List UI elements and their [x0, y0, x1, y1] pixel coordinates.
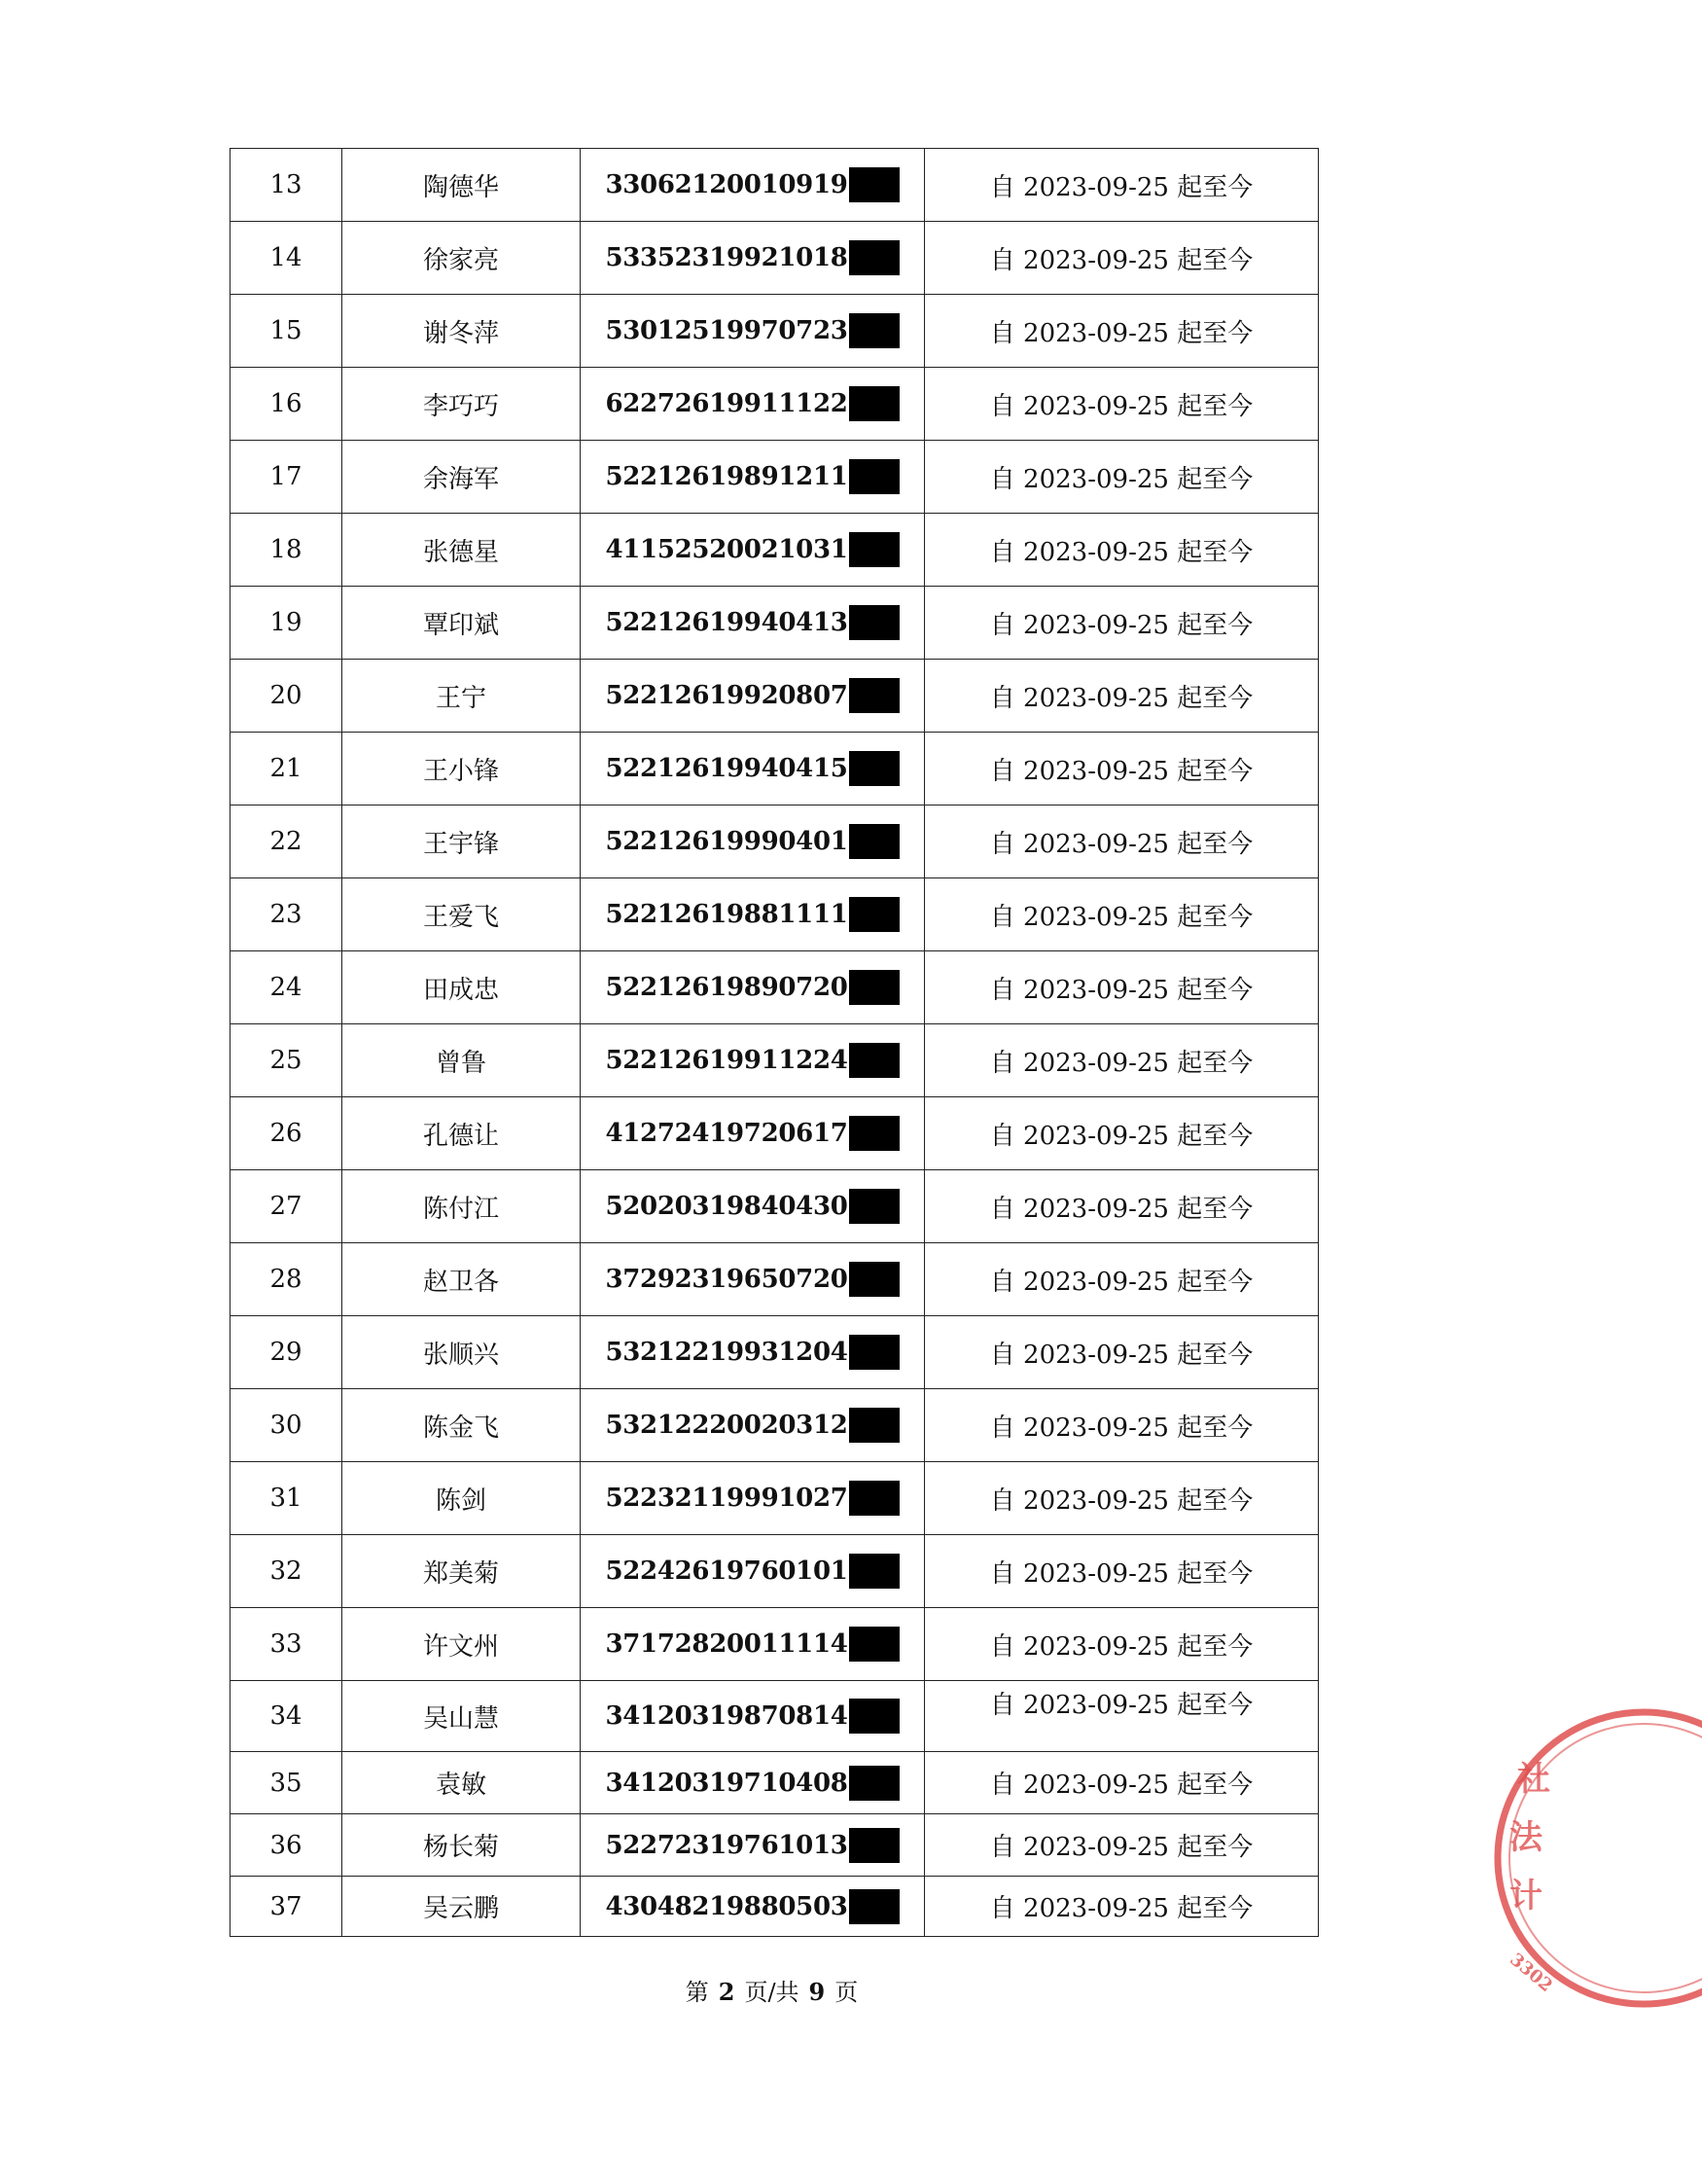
- id-number-wrapper: [605, 313, 899, 348]
- id-number-visible-digits: 33062120010919: [605, 170, 848, 199]
- id-number-visible-digits: 52212619911224: [605, 1046, 848, 1075]
- row-number: 30: [230, 1389, 342, 1462]
- id-number-wrapper: [605, 970, 899, 1005]
- redaction-block: [849, 1262, 900, 1297]
- id-number-cell: [581, 368, 925, 441]
- employment-period: 自 2023-09-25 起至今: [925, 1389, 1319, 1462]
- id-number-visible-digits: 52232119991027: [605, 1484, 848, 1513]
- person-name: 陶德华: [342, 149, 581, 222]
- id-number-cell: [581, 1462, 925, 1535]
- redaction-block: [849, 1116, 900, 1151]
- footer-suffix: 页: [834, 1979, 859, 2006]
- table-row: [230, 1097, 1319, 1170]
- id-number-cell: [581, 587, 925, 660]
- row-number: 23: [230, 878, 342, 951]
- person-name: 张顺兴: [342, 1316, 581, 1389]
- id-number-visible-digits: 53212219931204: [605, 1338, 848, 1367]
- id-number-cell: [581, 1389, 925, 1462]
- id-number-wrapper: [605, 1189, 899, 1224]
- employment-period: 自 2023-09-25 起至今: [925, 514, 1319, 587]
- redaction-block: [849, 532, 900, 567]
- id-number-wrapper: [605, 532, 899, 567]
- employment-period: 自 2023-09-25 起至今: [925, 295, 1319, 368]
- row-number: 28: [230, 1243, 342, 1316]
- id-number-visible-digits: 52020319840430: [605, 1192, 848, 1221]
- employment-period: 自 2023-09-25 起至今: [925, 1243, 1319, 1316]
- person-name: 郑美菊: [342, 1535, 581, 1608]
- table-row: [230, 1752, 1319, 1814]
- person-name: 田成忠: [342, 951, 581, 1024]
- person-name: 曾鲁: [342, 1024, 581, 1097]
- footer-middle: 页/共: [744, 1979, 799, 2006]
- row-number: 20: [230, 660, 342, 733]
- person-name: 张德星: [342, 514, 581, 587]
- employment-period: 自 2023-09-25 起至今: [925, 1752, 1319, 1814]
- table-row: [230, 1535, 1319, 1608]
- row-number: 32: [230, 1535, 342, 1608]
- person-name: 许文州: [342, 1608, 581, 1681]
- employment-period: 自 2023-09-25 起至今: [925, 222, 1319, 295]
- person-name: 吴云鹏: [342, 1877, 581, 1937]
- person-name: 孔德让: [342, 1097, 581, 1170]
- person-name: 袁敏: [342, 1752, 581, 1814]
- employment-period: 自 2023-09-25 起至今: [925, 733, 1319, 806]
- redaction-block: [849, 386, 900, 421]
- id-number-cell: [581, 1608, 925, 1681]
- redaction-block: [849, 1335, 900, 1370]
- row-number: 36: [230, 1814, 342, 1877]
- table-row: [230, 951, 1319, 1024]
- id-number-visible-digits: 41152520021031: [605, 535, 848, 564]
- person-name: 陈付江: [342, 1170, 581, 1243]
- table-row: [230, 587, 1319, 660]
- row-number: 29: [230, 1316, 342, 1389]
- id-number-cell: [581, 1535, 925, 1608]
- person-name: 杨长菊: [342, 1814, 581, 1877]
- table-body: [230, 149, 1319, 1937]
- table-row: [230, 1316, 1319, 1389]
- id-number-visible-digits: 34120319710408: [605, 1768, 848, 1798]
- table-row: [230, 1681, 1319, 1752]
- id-number-visible-digits: 34120319870814: [605, 1701, 848, 1731]
- row-number: 18: [230, 514, 342, 587]
- id-number-visible-digits: 52272319761013: [605, 1830, 848, 1860]
- id-number-wrapper: [605, 1828, 899, 1863]
- table-row: [230, 1877, 1319, 1937]
- id-number-wrapper: [605, 1335, 899, 1370]
- person-name: 陈金飞: [342, 1389, 581, 1462]
- employment-period: 自 2023-09-25 起至今: [925, 1681, 1319, 1752]
- footer-prefix: 第: [685, 1979, 709, 2006]
- table-row: [230, 222, 1319, 295]
- svg-text:法: 法: [1509, 1818, 1542, 1857]
- employment-period: 自 2023-09-25 起至今: [925, 1877, 1319, 1937]
- svg-text:社: 社: [1517, 1760, 1550, 1799]
- table-row: [230, 1608, 1319, 1681]
- redaction-block: [849, 678, 900, 713]
- id-number-wrapper: [605, 459, 899, 494]
- redaction-block: [849, 1889, 900, 1924]
- official-seal-stamp: [1488, 1712, 1702, 2023]
- redaction-block: [849, 970, 900, 1005]
- id-number-cell: [581, 1316, 925, 1389]
- employment-period: 自 2023-09-25 起至今: [925, 878, 1319, 951]
- id-number-wrapper: [605, 1408, 899, 1443]
- id-number-cell: [581, 149, 925, 222]
- row-number: 15: [230, 295, 342, 368]
- row-number: 25: [230, 1024, 342, 1097]
- id-number-cell: [581, 951, 925, 1024]
- employment-period: 自 2023-09-25 起至今: [925, 1170, 1319, 1243]
- row-number: 34: [230, 1681, 342, 1752]
- id-number-visible-digits: 52212619920807: [605, 681, 848, 710]
- id-number-visible-digits: 52212619890720: [605, 973, 848, 1002]
- row-number: 17: [230, 441, 342, 514]
- table-row: [230, 1170, 1319, 1243]
- id-number-visible-digits: 62272619911122: [605, 389, 848, 418]
- table-row: [230, 1024, 1319, 1097]
- id-number-cell: [581, 514, 925, 587]
- id-number-wrapper: [605, 167, 899, 202]
- redaction-block: [849, 824, 900, 859]
- person-name: 陈剑: [342, 1462, 581, 1535]
- id-number-wrapper: [605, 1699, 899, 1734]
- person-name: 王宁: [342, 660, 581, 733]
- table-row: [230, 733, 1319, 806]
- table-row: [230, 660, 1319, 733]
- id-number-visible-digits: 53212220020312: [605, 1411, 848, 1440]
- id-number-cell: [581, 660, 925, 733]
- redaction-block: [849, 897, 900, 932]
- table-row: [230, 514, 1319, 587]
- employment-period: 自 2023-09-25 起至今: [925, 951, 1319, 1024]
- id-number-cell: [581, 1243, 925, 1316]
- id-number-wrapper: [605, 1262, 899, 1297]
- employment-period: 自 2023-09-25 起至今: [925, 806, 1319, 878]
- id-number-cell: [581, 295, 925, 368]
- table-row: [230, 295, 1319, 368]
- row-number: 33: [230, 1608, 342, 1681]
- table-row: [230, 368, 1319, 441]
- id-number-cell: [581, 1681, 925, 1752]
- id-number-visible-digits: 52212619940415: [605, 754, 848, 783]
- id-number-cell: [581, 1024, 925, 1097]
- id-number-visible-digits: 37172820011114: [605, 1629, 848, 1659]
- redaction-block: [849, 1481, 900, 1516]
- redaction-block: [849, 167, 900, 202]
- id-number-cell: [581, 1814, 925, 1877]
- redaction-block: [849, 1699, 900, 1734]
- person-name: 徐家亮: [342, 222, 581, 295]
- id-number-visible-digits: 52212619891211: [605, 462, 848, 491]
- table-row: [230, 1389, 1319, 1462]
- personnel-table: [230, 148, 1319, 1937]
- row-number: 13: [230, 149, 342, 222]
- row-number: 19: [230, 587, 342, 660]
- row-number: 27: [230, 1170, 342, 1243]
- id-number-visible-digits: 37292319650720: [605, 1265, 848, 1294]
- id-number-wrapper: [605, 1889, 899, 1924]
- table-row: [230, 1814, 1319, 1877]
- row-number: 14: [230, 222, 342, 295]
- redaction-block: [849, 240, 900, 275]
- person-name: 李巧巧: [342, 368, 581, 441]
- row-number: 35: [230, 1752, 342, 1814]
- svg-text:计: 计: [1509, 1877, 1542, 1915]
- employment-period: 自 2023-09-25 起至今: [925, 660, 1319, 733]
- person-name: 余海军: [342, 441, 581, 514]
- id-number-wrapper: [605, 1554, 899, 1589]
- id-number-visible-digits: 43048219880503: [605, 1891, 848, 1921]
- redaction-block: [849, 1554, 900, 1589]
- id-number-visible-digits: 41272419720617: [605, 1119, 848, 1148]
- id-number-wrapper: [605, 605, 899, 640]
- id-number-wrapper: [605, 240, 899, 275]
- employment-period: 自 2023-09-25 起至今: [925, 587, 1319, 660]
- id-number-cell: [581, 733, 925, 806]
- id-number-cell: [581, 1877, 925, 1937]
- id-number-wrapper: [605, 1627, 899, 1662]
- id-number-cell: [581, 1752, 925, 1814]
- id-number-cell: [581, 1170, 925, 1243]
- id-number-visible-digits: 52212619990401: [605, 827, 848, 856]
- person-name: 王爱飞: [342, 878, 581, 951]
- person-name: 谢冬萍: [342, 295, 581, 368]
- employment-period: 自 2023-09-25 起至今: [925, 149, 1319, 222]
- id-number-wrapper: [605, 1766, 899, 1801]
- id-number-cell: [581, 222, 925, 295]
- id-number-cell: [581, 806, 925, 878]
- employment-period: 自 2023-09-25 起至今: [925, 441, 1319, 514]
- redaction-block: [849, 1828, 900, 1863]
- svg-text:3302: 3302: [1506, 1949, 1557, 1997]
- redaction-block: [849, 1189, 900, 1224]
- id-number-cell: [581, 441, 925, 514]
- page-footer: [0, 1973, 1543, 2007]
- row-number: 22: [230, 806, 342, 878]
- row-number: 16: [230, 368, 342, 441]
- id-number-wrapper: [605, 1043, 899, 1078]
- id-number-visible-digits: 52242619760101: [605, 1557, 848, 1586]
- employment-period: 自 2023-09-25 起至今: [925, 1316, 1319, 1389]
- redaction-block: [849, 1766, 900, 1801]
- person-name: 王宇锋: [342, 806, 581, 878]
- id-number-wrapper: [605, 678, 899, 713]
- table-row: [230, 149, 1319, 222]
- redaction-block: [849, 751, 900, 786]
- table-row: [230, 1243, 1319, 1316]
- id-number-wrapper: [605, 897, 899, 932]
- person-name: 赵卫各: [342, 1243, 581, 1316]
- table-row: [230, 806, 1319, 878]
- id-number-wrapper: [605, 824, 899, 859]
- table-row: [230, 878, 1319, 951]
- employment-period: 自 2023-09-25 起至今: [925, 368, 1319, 441]
- redaction-block: [849, 1043, 900, 1078]
- employment-period: 自 2023-09-25 起至今: [925, 1462, 1319, 1535]
- redaction-block: [849, 459, 900, 494]
- employment-period: 自 2023-09-25 起至今: [925, 1024, 1319, 1097]
- id-number-cell: [581, 878, 925, 951]
- person-name: 覃印斌: [342, 587, 581, 660]
- id-number-visible-digits: 52212619881111: [605, 900, 848, 929]
- id-number-wrapper: [605, 751, 899, 786]
- id-number-cell: [581, 1097, 925, 1170]
- employment-period: 自 2023-09-25 起至今: [925, 1097, 1319, 1170]
- id-number-wrapper: [605, 386, 899, 421]
- row-number: 26: [230, 1097, 342, 1170]
- person-name: 吴山慧: [342, 1681, 581, 1752]
- redaction-block: [849, 313, 900, 348]
- id-number-wrapper: [605, 1481, 899, 1516]
- id-number-visible-digits: 53352319921018: [605, 243, 848, 272]
- row-number: 31: [230, 1462, 342, 1535]
- employment-period: 自 2023-09-25 起至今: [925, 1814, 1319, 1877]
- redaction-block: [849, 605, 900, 640]
- row-number: 37: [230, 1877, 342, 1937]
- employment-period: 自 2023-09-25 起至今: [925, 1608, 1319, 1681]
- id-number-visible-digits: 53012519970723: [605, 316, 848, 345]
- employment-period: 自 2023-09-25 起至今: [925, 1535, 1319, 1608]
- table-row: [230, 441, 1319, 514]
- current-page-number: 2: [718, 1978, 735, 2006]
- total-pages-number: 9: [808, 1978, 826, 2006]
- id-number-visible-digits: 52212619940413: [605, 608, 848, 637]
- row-number: 24: [230, 951, 342, 1024]
- redaction-block: [849, 1408, 900, 1443]
- row-number: 21: [230, 733, 342, 806]
- id-number-wrapper: [605, 1116, 899, 1151]
- person-name: 王小锋: [342, 733, 581, 806]
- redaction-block: [849, 1627, 900, 1662]
- table-row: [230, 1462, 1319, 1535]
